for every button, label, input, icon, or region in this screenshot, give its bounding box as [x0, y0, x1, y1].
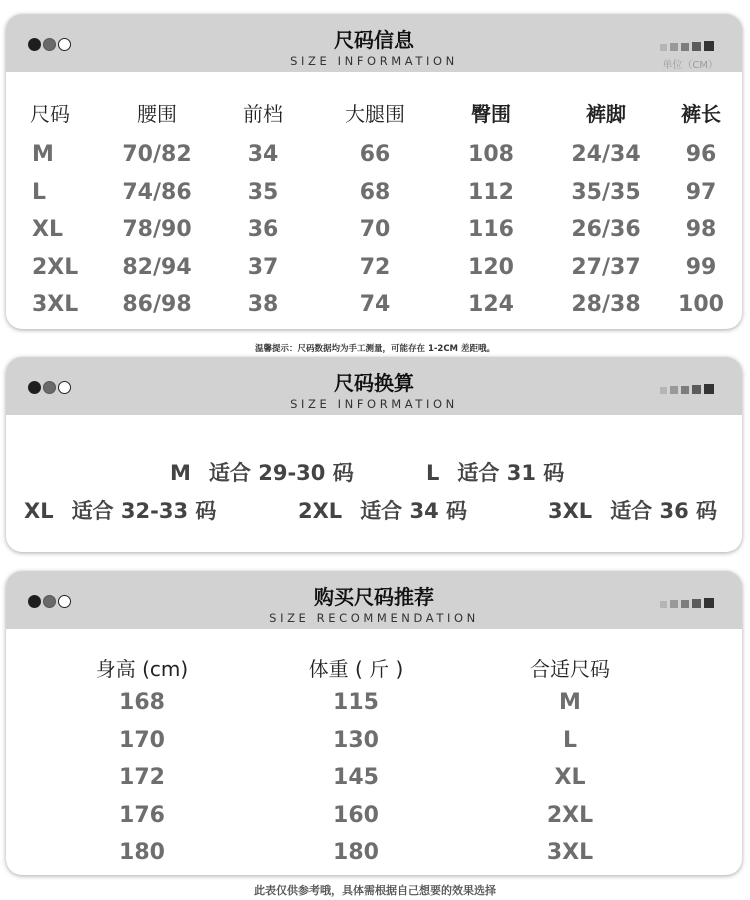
section-title: 尺码换算 — [334, 371, 414, 395]
unit-label: 单位（CM） — [662, 60, 718, 71]
measure-cell: 26/36 — [571, 217, 641, 242]
height-cell: 180 — [119, 840, 165, 865]
section-subtitle: SIZE INFORMATION — [290, 54, 458, 68]
size-cell: L — [32, 180, 47, 205]
measure-cell: 96 — [685, 142, 717, 167]
weight-cell: 160 — [333, 803, 379, 828]
card-header — [6, 357, 742, 415]
measure-cell: 27/37 — [571, 255, 641, 280]
measurement-note: 温馨提示：尺码数据均为手工测量，可能存在 1-2CM 差距哦。 — [255, 344, 495, 354]
height-cell: 170 — [119, 728, 165, 753]
conversion-item — [298, 495, 467, 525]
conversion-item — [548, 495, 717, 525]
size-cell: 2XL — [546, 803, 594, 828]
measure-cell: 100 — [678, 292, 724, 317]
weight-cell: 145 — [333, 765, 379, 790]
size-recommendation-card — [6, 571, 742, 875]
measure-cell: 99 — [685, 255, 717, 280]
measure-cell: 78/90 — [122, 217, 192, 242]
measure-cell: 66 — [359, 142, 391, 167]
size-cell: 3XL — [546, 840, 594, 865]
conversion-text: 适合 31 码 — [457, 461, 565, 485]
measure-cell: 72 — [359, 255, 391, 280]
column-header: 前档 — [243, 102, 283, 126]
conversion-size: 3XL — [548, 499, 593, 523]
height-cell: 168 — [119, 690, 165, 715]
size-cell: M — [32, 142, 54, 167]
measure-cell: 70 — [359, 217, 391, 242]
squares-decoration-icon — [660, 41, 716, 51]
measure-cell: 74/86 — [122, 180, 192, 205]
column-header: 大腿围 — [345, 102, 405, 126]
height-cell: 176 — [119, 803, 165, 828]
height-cell: 172 — [119, 765, 165, 790]
column-header: 体重 ( 斤 ) — [308, 657, 404, 681]
card-header — [6, 14, 742, 72]
measure-cell: 68 — [359, 180, 391, 205]
conversion-size: XL — [24, 499, 54, 523]
measure-cell: 116 — [468, 217, 514, 242]
conversion-size: M — [170, 461, 191, 485]
measure-cell: 82/94 — [122, 255, 192, 280]
section-subtitle: SIZE INFORMATION — [290, 397, 458, 411]
measure-cell: 70/82 — [122, 142, 192, 167]
conversion-text: 适合 32-33 码 — [71, 499, 217, 523]
conversion-item — [170, 457, 354, 487]
conversion-text: 适合 34 码 — [360, 499, 468, 523]
size-cell: XL — [32, 217, 63, 242]
column-header: 裤长 — [681, 102, 721, 126]
measure-cell: 97 — [685, 180, 717, 205]
squares-decoration-icon — [660, 598, 716, 608]
size-info-card — [6, 14, 742, 329]
measure-cell: 35/35 — [571, 180, 641, 205]
measure-cell: 98 — [685, 217, 717, 242]
conversion-size: 2XL — [298, 499, 343, 523]
measure-cell: 124 — [468, 292, 514, 317]
size-cell: 2XL — [32, 255, 79, 280]
measure-cell: 34 — [247, 142, 279, 167]
section-title: 尺码信息 — [334, 28, 414, 52]
column-header: 身高 (cm) — [95, 657, 189, 681]
conversion-text: 适合 36 码 — [610, 499, 718, 523]
reference-note: 此表仅供参考哦，具体需根据自己想要的效果选择 — [254, 884, 496, 897]
measure-cell: 120 — [468, 255, 514, 280]
measure-cell: 86/98 — [122, 292, 192, 317]
section-subtitle: SIZE RECOMMENDATION — [269, 611, 479, 625]
weight-cell: 115 — [333, 690, 379, 715]
size-cell: M — [559, 690, 581, 715]
measure-cell: 35 — [247, 180, 279, 205]
conversion-size: L — [426, 461, 440, 485]
size-conversion-card — [6, 357, 742, 552]
measure-cell: 37 — [247, 255, 279, 280]
measure-cell: 112 — [468, 180, 514, 205]
section-title: 购买尺码推荐 — [314, 585, 434, 609]
measure-cell: 28/38 — [571, 292, 641, 317]
weight-cell: 130 — [333, 728, 379, 753]
weight-cell: 180 — [333, 840, 379, 865]
measure-cell: 24/34 — [571, 142, 641, 167]
measure-cell: 36 — [247, 217, 279, 242]
column-header: 腰围 — [137, 102, 177, 126]
conversion-item — [24, 495, 216, 525]
column-header: 尺码 — [30, 102, 70, 126]
measure-cell: 38 — [247, 292, 279, 317]
column-header: 裤脚 — [586, 102, 626, 126]
measure-cell: 74 — [359, 292, 391, 317]
column-header: 合适尺码 — [530, 657, 610, 681]
card-header — [6, 571, 742, 629]
conversion-text: 适合 29-30 码 — [208, 461, 354, 485]
size-cell: XL — [554, 765, 586, 790]
squares-decoration-icon — [660, 384, 716, 394]
column-header: 臀围 — [471, 102, 511, 126]
size-cell: L — [562, 728, 578, 753]
measure-cell: 108 — [468, 142, 514, 167]
size-cell: 3XL — [32, 292, 79, 317]
conversion-item — [426, 457, 564, 487]
